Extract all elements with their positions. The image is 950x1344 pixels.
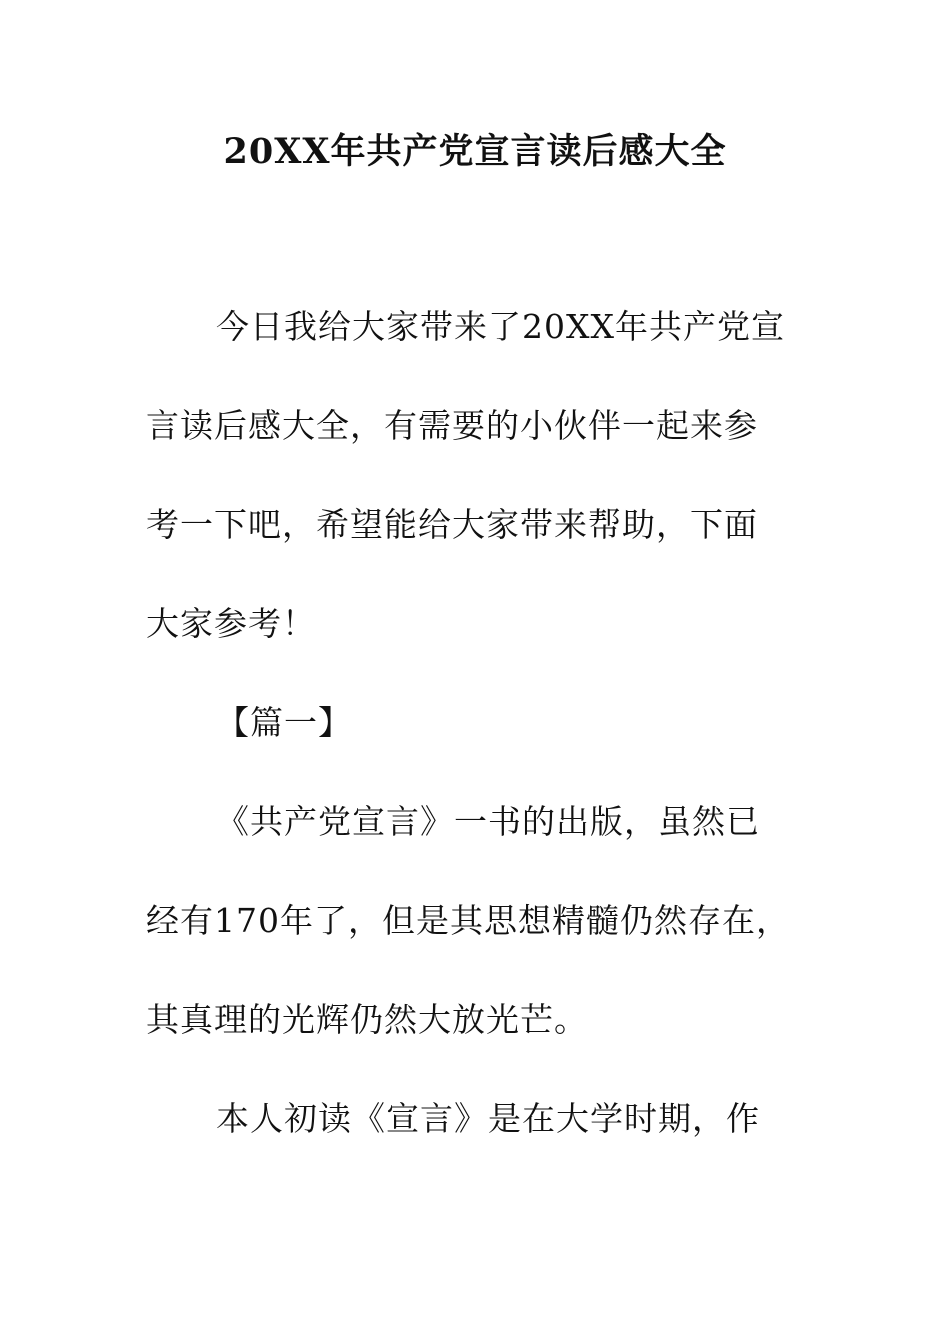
paragraph-line: 本人初读《宣言》是在大学时期，作 [216,1099,760,1138]
paragraph-line: 大家参考！ [146,604,316,643]
paragraph-line: 今日我给大家带来了20XX年共产党宣 [216,307,785,346]
document-title: 20XX年共产党宣言读后感大全 [223,131,727,172]
body-paragraph [146,772,796,1069]
section-heading [146,673,796,772]
paragraph-line: 《共产党宣言》一书的出版，虽然已 [216,802,760,841]
paragraph-line: 其真理的光辉仍然大放光芒。 [146,1000,588,1039]
body-paragraph [146,1069,796,1168]
section-heading-label: 【篇一】 [216,703,352,742]
paragraph-line: 言读后感大全，有需要的小伙伴一起来参 [146,406,758,445]
paragraph-line: 考一下吧，希望能给大家带来帮助，下面 [146,505,758,544]
intro-paragraph [146,277,796,673]
paragraph-line: 经有170年了，但是其思想精髓仍然存在， [146,901,790,940]
